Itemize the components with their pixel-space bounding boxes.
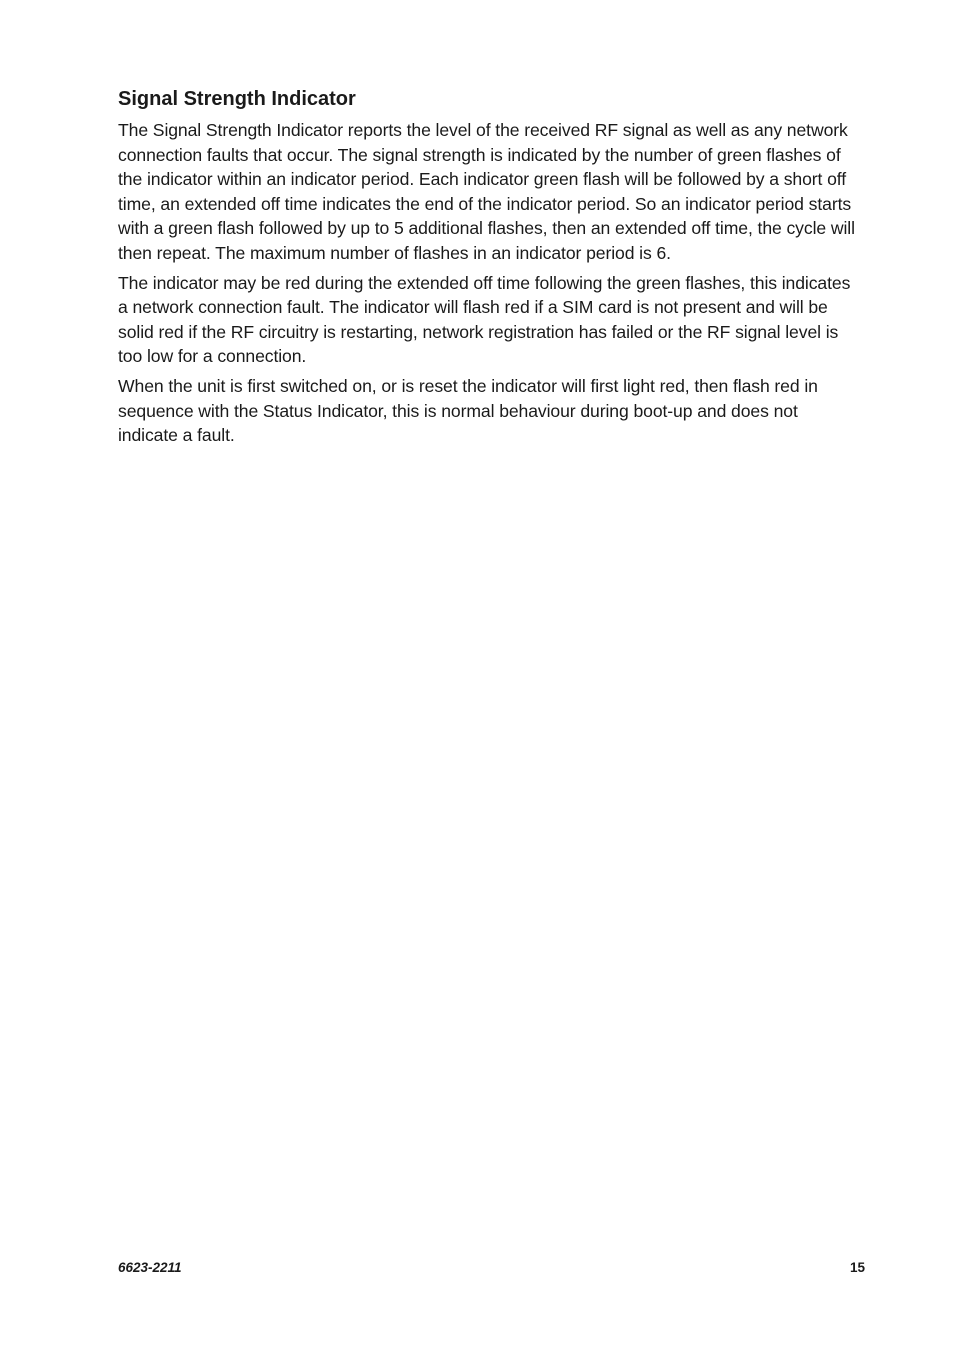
section-heading: Signal Strength Indicator: [118, 88, 356, 110]
paragraph-boot-description: When the unit is first switched on, or is reset the indicator will first light red, then flash red in sequence with the Status Indicator, this is normal behaviour during boot-up and does not indicate a fault.: [118, 375, 818, 446]
paragraph-signal-description: The Signal Strength Indicator reports the level of the received RF signal as well as any network connection faults that occur. The signal strength is indicated by the number of green flashes of the indicator within an indicator period. Each indicator green flash will be followed by a short off time, an extended off time indicates the end of the indicator period. So an indicator period starts with a green flash followed by up to 5 additional flashes, then an extended off time, the cycle will then repeat. The maximum number of flashes in an indicator period is 6.: [118, 120, 855, 263]
footer-document-number: 6623-2211: [118, 1260, 182, 1275]
document-body: [118, 86, 856, 453]
footer-page-number: 15: [849, 1260, 865, 1275]
paragraph-fault-description: The indicator may be red during the extended off time following the green flashes, this indicates a network connection fault. The indicator will flash red if a SIM card is not present and will be solid red if the RF circuitry is restarting, network registration has failed or the RF signal level is too low for a connection.: [118, 272, 851, 367]
